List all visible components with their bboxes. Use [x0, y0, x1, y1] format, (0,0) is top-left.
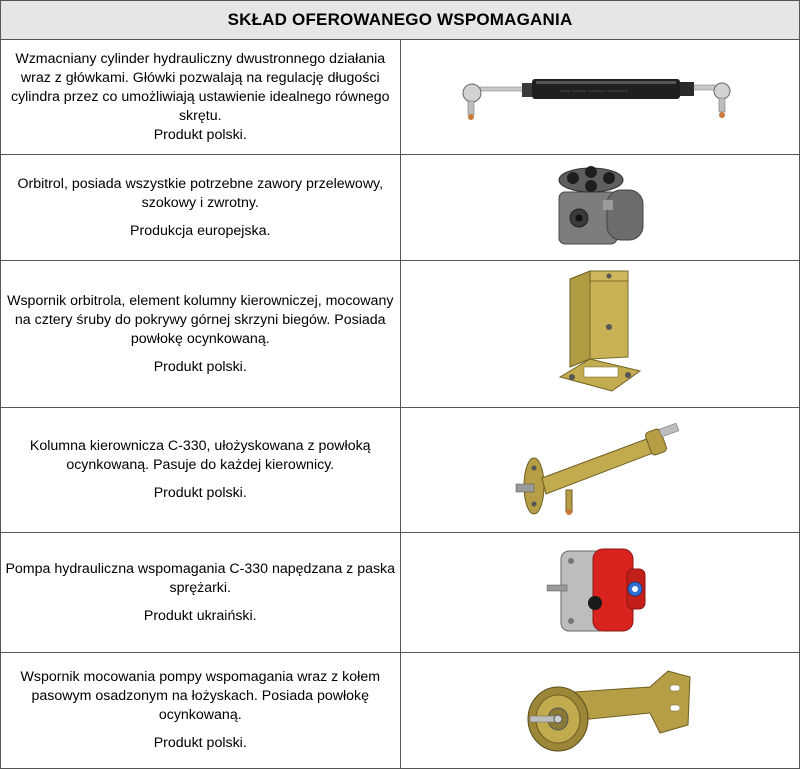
table-row	[1, 533, 800, 653]
row-origin: Produkt polski.	[153, 358, 247, 375]
row-origin: Produkt polski.	[153, 485, 247, 501]
row-description: Wspornik mocowania pompy wspomagania wraz z kołem pasowym osadzonym na łożyskach. Posiada powłokę ocynkowaną.	[20, 669, 381, 723]
row-image-cell	[400, 408, 800, 533]
pump-bracket-pulley-icon	[500, 663, 700, 759]
row-description-cell	[1, 261, 401, 408]
row-image-cell	[400, 40, 800, 155]
table-title: SKŁAD OFEROWANEGO WSPOMAGANIA	[1, 1, 800, 40]
table-row	[1, 261, 800, 408]
hydraulic-pump-icon	[545, 541, 655, 645]
row-description-cell	[1, 408, 401, 533]
table-header-row	[1, 1, 800, 40]
orbitrol-bracket-icon	[550, 267, 650, 401]
row-description-cell	[1, 533, 401, 653]
row-description-cell	[1, 155, 401, 261]
row-description: Pompa hydrauliczna wspomagania C-330 napędzana z paska sprężarki.	[5, 560, 396, 596]
row-image-cell	[400, 155, 800, 261]
row-description: Wzmacniany cylinder hydrauliczny dwustronnego działania wraz z główkami. Główki pozwalają na regulację długości cylindra przez co umożliwiają ustawienie idealnego równego skrętu.	[10, 50, 390, 124]
row-description: Wspornik orbitrola, element kolumny kierowniczej, mocowany na cztery śruby do pokrywy górnej skrzyni biegów. Posiada powłokę ocynkowaną.	[7, 292, 394, 347]
row-origin: Produkt ukraiński.	[143, 607, 257, 624]
row-origin: Produkcja europejska.	[130, 222, 271, 239]
row-description: Orbitrol, posiada wszystkie potrzebne zawory przelewowy, szokowy i zwrotny.	[17, 175, 384, 211]
row-origin: Produkt polski.	[153, 735, 247, 751]
row-image-cell	[400, 533, 800, 653]
row-description-cell	[1, 653, 401, 769]
table-row	[1, 155, 800, 261]
table-row	[1, 408, 800, 533]
row-description-cell	[1, 40, 401, 155]
hydraulic-cylinder-icon	[450, 67, 750, 127]
steering-column-icon	[510, 414, 690, 526]
row-image-cell	[400, 653, 800, 769]
table-row	[1, 653, 800, 769]
svg-text:~~~ ~~~~ ~~~~~ ~~~~~~: ~~~ ~~~~ ~~~~~ ~~~~~~	[559, 89, 628, 95]
orbitrol-icon	[545, 160, 655, 256]
table-row	[1, 40, 800, 155]
row-image-cell	[400, 261, 800, 408]
row-origin: Produkt polski.	[153, 126, 247, 143]
row-description: Kolumna kierownicza C-330, ułożyskowana z powłoką ocynkowaną. Pasuje do każdej kierownicy.	[29, 438, 371, 473]
